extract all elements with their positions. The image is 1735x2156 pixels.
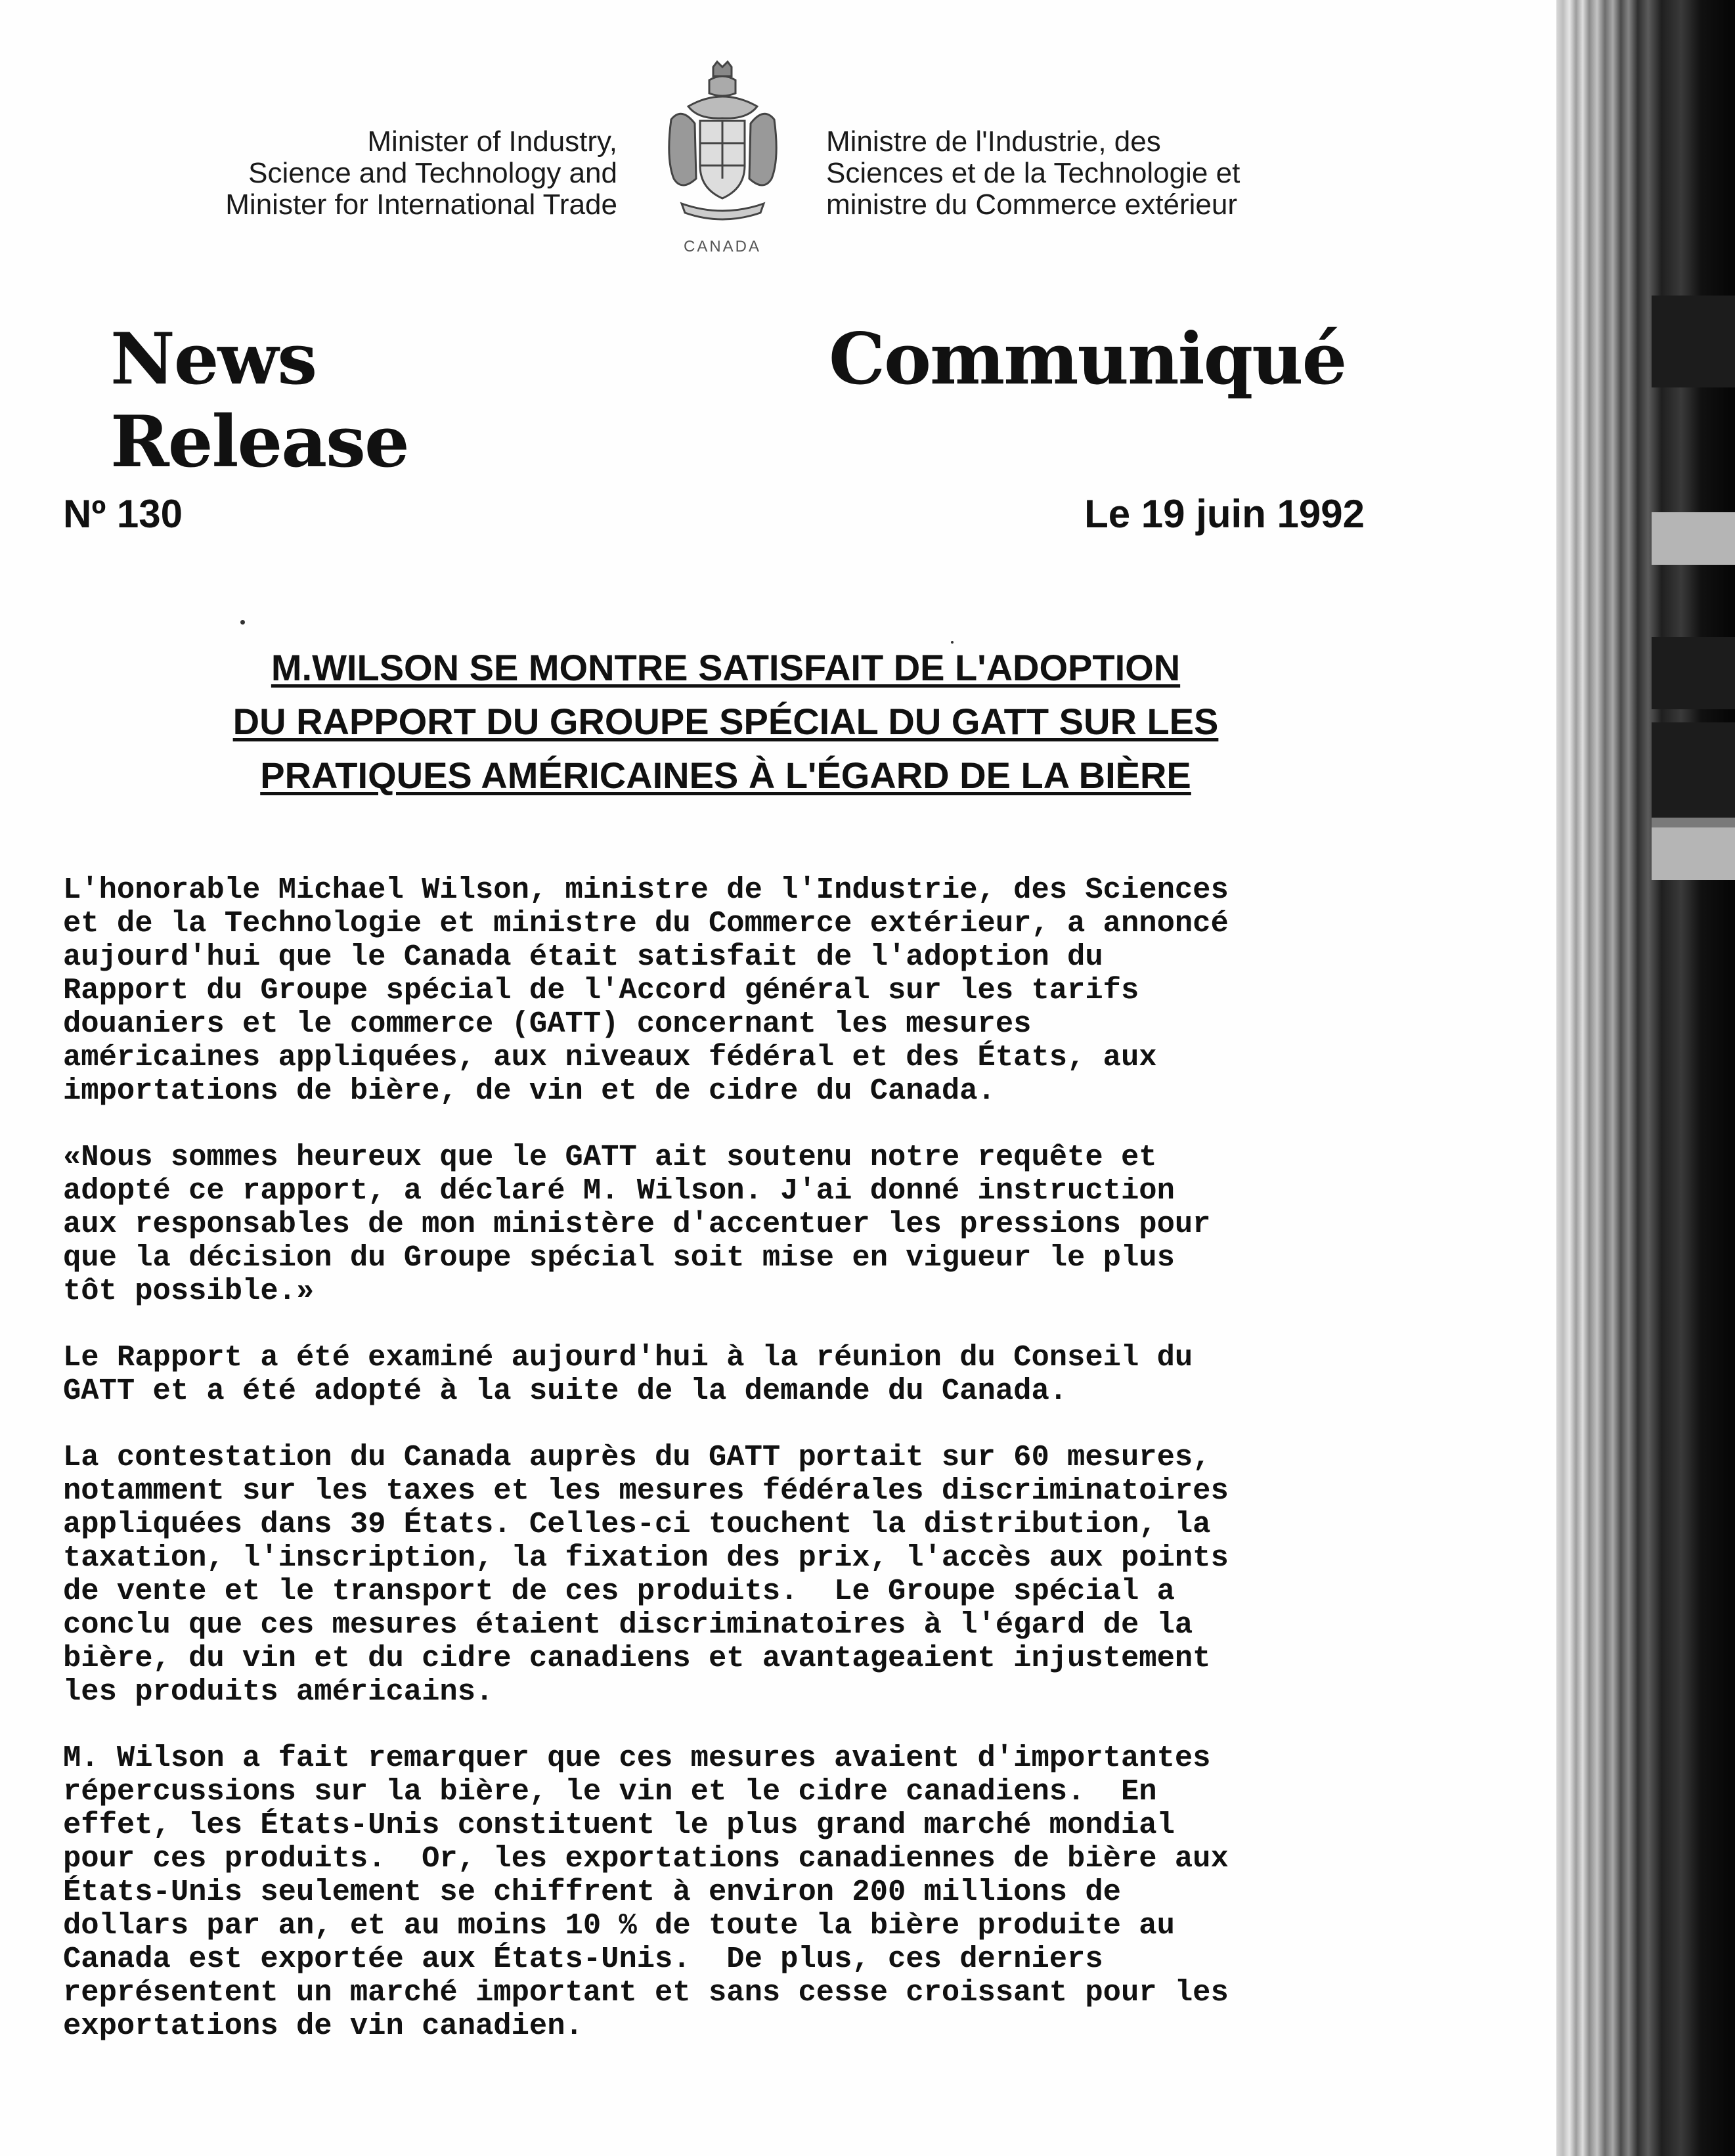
body-line: bière, du vin et du cidre canadiens et avantageaient injustement (63, 1641, 1211, 1675)
release-number: Nº 130 (63, 492, 183, 536)
body-line: que la décision du Groupe spécial soit mise en vigueur le plus (63, 1241, 1175, 1275)
body-line: de vente et le transport de ces produits. Le Groupe spécial a (63, 1574, 1175, 1608)
body-line: dollars par an, et au moins 10 % de toute la bière produite au (63, 1908, 1175, 1943)
body-line: M. Wilson a fait remarquer que ces mesures avaient d'importantes (63, 1741, 1211, 1775)
news-release-title: News Release (110, 318, 408, 483)
body-line: L'honorable Michael Wilson, ministre de l'Industrie, des Sciences (63, 873, 1229, 907)
body-line: aux responsables de mon ministère d'accentuer les pressions pour (63, 1207, 1211, 1241)
canada-coat-of-arms-icon (662, 60, 783, 225)
headline-line: DU RAPPORT DU GROUPE SPÉCIAL DU GATT SUR LES (232, 701, 1219, 742)
body-line: Rapport du Groupe spécial de l'Accord général sur les tarifs (63, 973, 1139, 1007)
crest-caption: CANADA (683, 238, 762, 255)
body-line: douaniers et le commerce (GATT) concernant les mesures (63, 1007, 1032, 1041)
body-line: répercussions sur la bière, le vin et le cidre canadiens. En (63, 1774, 1157, 1809)
header-left-line: Minister of Industry, (367, 125, 617, 158)
release-body (63, 873, 1376, 2076)
headline-line: PRATIQUES AMÉRICAINES À L'ÉGARD DE LA BIÈRE (260, 755, 1191, 796)
body-line: appliquées dans 39 États. Celles-ci touchent la distribution, la (63, 1507, 1211, 1541)
body-line: adopté ce rapport, a déclaré M. Wilson. J'ai donné instruction (63, 1174, 1175, 1208)
body-line: conclu que ces mesures étaient discriminatoires à l'égard de la (63, 1608, 1193, 1642)
body-line: Le Rapport a été examiné aujourd'hui à la réunion du Conseil du (63, 1340, 1193, 1375)
body-line: notamment sur les taxes et les mesures fédérales discriminatoires (63, 1474, 1229, 1508)
binder-tab (1652, 296, 1735, 387)
body-line: américaines appliquées, aux niveaux fédéral et des États, aux (63, 1040, 1157, 1074)
headline (85, 641, 1366, 803)
header-right-line: ministre du Commerce extérieur (826, 188, 1237, 221)
body-line: aujourd'hui que le Canada était satisfait de l'adoption du (63, 940, 1103, 974)
paragraph (63, 873, 1376, 1108)
minister-title-french (826, 126, 1351, 221)
paragraph (63, 1742, 1376, 2043)
paragraph (63, 1141, 1376, 1308)
body-line: taxation, l'inscription, la fixation des prix, l'accès aux points (63, 1541, 1229, 1575)
minister-title-english (131, 126, 617, 221)
scan-speck (240, 620, 245, 625)
binder-tab (1652, 722, 1735, 827)
body-line: Canada est exportée aux États-Unis. De plus, ces derniers (63, 1942, 1103, 1976)
body-line: tôt possible.» (63, 1274, 315, 1308)
binder-tab (1652, 637, 1735, 709)
body-line: les produits américains. (63, 1675, 494, 1709)
header-right-line: Ministre de l'Industrie, des (826, 125, 1161, 158)
header-left-line: Minister for International Trade (225, 188, 617, 221)
body-line: importations de bière, de vin et de cidre du Canada. (63, 1074, 996, 1108)
body-line: États-Unis seulement se chiffrent à environ 200 millions de (63, 1875, 1121, 1909)
body-line: représentent un marché important et sans cesse croissant pour les (63, 1975, 1229, 2010)
body-line: La contestation du Canada auprès du GATT portait sur 60 mesures, (63, 1440, 1211, 1474)
release-date: Le 19 juin 1992 (1084, 492, 1365, 536)
body-line: «Nous sommes heureux que le GATT ait soutenu notre requête et (63, 1140, 1157, 1174)
body-line: et de la Technologie et ministre du Commerce extérieur, a annoncé (63, 906, 1229, 940)
body-line: GATT et a été adopté à la suite de la demande du Canada. (63, 1374, 1068, 1408)
paragraph (63, 1441, 1376, 1709)
body-line: pour ces produits. Or, les exportations canadiennes de bière aux (63, 1841, 1229, 1876)
communique-title: Communiqué (829, 318, 1346, 401)
header-left-line: Science and Technology and (248, 157, 617, 189)
binder-tab (1652, 512, 1735, 565)
body-line: exportations de vin canadien. (63, 2009, 583, 2043)
paragraph (63, 1341, 1376, 1408)
headline-line: M.WILSON SE MONTRE SATISFAIT DE L'ADOPTION (271, 647, 1181, 688)
binder-tab (1652, 827, 1735, 880)
body-line: effet, les États-Unis constituent le plus grand marché mondial (63, 1808, 1175, 1842)
header-right-line: Sciences et de la Technologie et (826, 157, 1241, 189)
